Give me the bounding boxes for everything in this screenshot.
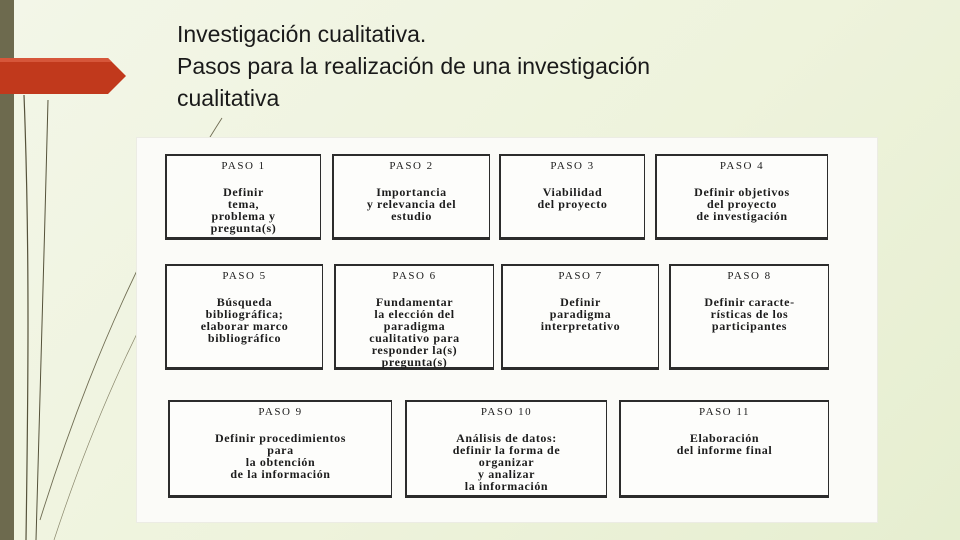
step-number: PASO 4: [719, 160, 765, 172]
step-number: PASO 2: [389, 160, 434, 172]
title-line-2: Pasos para la realización de una investigación: [177, 53, 651, 79]
step-number: PASO 5: [222, 270, 267, 282]
step-text: Búsqueda bibliográfica; elaborar marco bibliográfico: [200, 295, 289, 345]
step-number: PASO 3: [550, 160, 595, 172]
step-box-4: [655, 154, 828, 240]
step-text: Definir caracte- rísticas de los participantes: [704, 295, 795, 333]
step-box-10: [405, 400, 607, 498]
step-box-5: [165, 264, 323, 370]
step-text: Elaboración del informe final: [676, 431, 773, 457]
step-text: Definir paradigma interpretativo: [540, 295, 621, 333]
step-box-9: [168, 400, 392, 498]
step-text: Definir tema, problema y pregunta(s): [210, 185, 277, 235]
step-box-2: [332, 154, 490, 240]
slide-title: [177, 18, 897, 114]
step-number: PASO 9: [258, 406, 303, 418]
step-number: PASO 8: [727, 270, 772, 282]
step-number: PASO 10: [480, 406, 533, 418]
step-box-1: [165, 154, 321, 240]
step-box-11: [619, 400, 829, 498]
step-text: Fundamentar la elección del paradigma cualitativo para responder la(s) pregunta(s): [369, 295, 460, 369]
step-number: PASO 1: [221, 160, 266, 172]
step-text: Análisis de datos: definir la forma de organizar y analizar la información: [452, 431, 561, 493]
title-line-1: Investigación cualitativa.: [177, 21, 427, 47]
step-text: Definir objetivos del proyecto de investigación: [694, 185, 790, 223]
step-text: Definir procedimientos para la obtención de la información: [214, 431, 347, 481]
title-line-3: cualitativa: [177, 85, 280, 111]
step-text: Importancia y relevancia del estudio: [366, 185, 457, 223]
step-box-7: [501, 264, 659, 370]
step-box-3: [499, 154, 645, 240]
step-text: Viabilidad del proyecto: [537, 185, 608, 211]
step-number: PASO 11: [699, 406, 750, 418]
steps-diagram-image: [137, 138, 877, 522]
step-box-6: [334, 264, 494, 370]
accent-arrow-tab: [0, 58, 126, 94]
step-number: PASO 6: [392, 270, 437, 282]
step-number: PASO 7: [558, 270, 603, 282]
step-box-8: [669, 264, 829, 370]
